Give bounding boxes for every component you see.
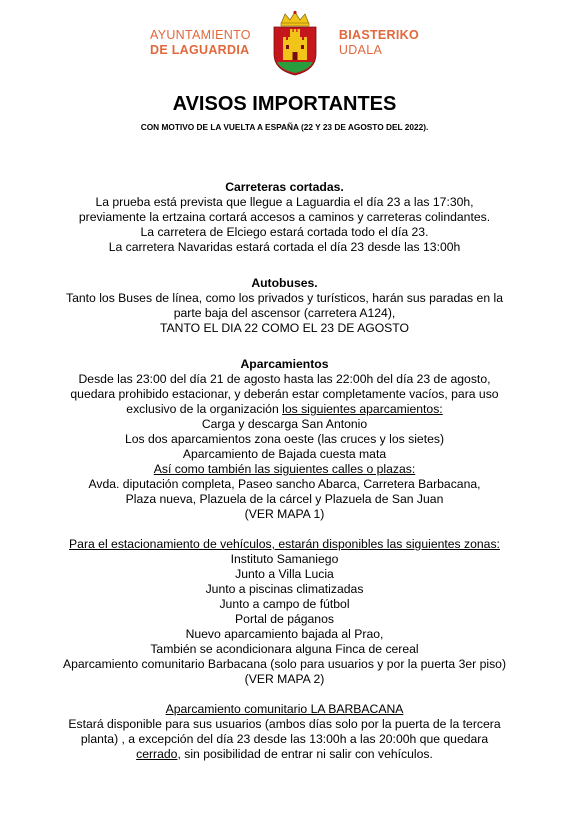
carreteras-line: La carretera Navaridas estará cortada el día 23 desde las 13:00h [108,240,461,254]
calles-heading: Así como también las siguientes calles o plazas: [153,462,416,476]
zona-item: Instituto Samaniego [230,552,339,566]
page-title: AVISOS IMPORTANTES [172,93,397,115]
zona-item: También se acondicionara alguna Finca de cereal [150,642,419,656]
autobuses-heading: Autobuses. [251,276,318,290]
zona-item: Nuevo aparcamiento bajada al Prao, [185,627,384,641]
calles-line: Plaza nueva, Plazuela de la cárcel y Plazuela de San Juan [125,492,444,506]
right-org-line2: UDALA [338,43,383,57]
aparcamientos-line3-prefix: exclusivo de la organización [126,402,283,416]
calles-line: Avda. diputación completa, Paseo sancho Abarca, Carretera Barbacana, [88,477,481,491]
section-gap [20,687,549,702]
map-reference: (VER MAPA 1) [244,507,325,521]
map-reference: (VER MAPA 2) [244,672,325,686]
barbacana-heading: Aparcamiento comunitario LA BARBACANA [165,702,404,716]
aparcamientos-list-label: los siguientes aparcamientos: [282,402,443,416]
barbacana-line [20,747,549,762]
aparcamientos-line: quedara prohibido estacionar, y deberán estar completamente vacíos, para uso [70,387,499,401]
zona-item: Portal de páganos [235,612,334,626]
barbacana-line3-rest: , sin posibilidad de entrar ni salir con vehículos. [177,747,433,761]
autobuses-line: TANTO EL DIA 22 COMO EL 23 DE AGOSTO [159,321,410,335]
autobuses-line: parte baja del ascensor (carretera A124), [173,306,396,320]
carreteras-line: La prueba está prevista que llegue a Laguardia el día 23 a las 17:30h, [95,195,474,209]
barbacana-line: Estará disponible para sus usuarios (ambos días solo por la puerta de la tercera [68,717,501,731]
aparcamientos-line: Desde las 23:00 del día 21 de agosto hasta las 22:00h del día 23 de agosto, [78,372,491,386]
left-org-line1: AYUNTAMIENTO [150,28,251,42]
page-subtitle: CON MOTIVO DE LA VUELTA A ESPAÑA (22 Y 23 DE AGOSTO DEL 2022). [140,122,429,132]
restricted-parking-item: Aparcamiento de Bajada cuesta mata [182,447,387,461]
barbacana-line: planta) , a excepción del día 23 desde las 13:00h a las 20:00h que quedara [80,732,489,746]
carreteras-heading: Carreteras cortadas. [225,180,344,194]
header [148,10,419,76]
closed-label: cerrado [136,747,178,761]
aparcamientos-heading: Aparcamientos [240,357,329,371]
zona-item: Junto a piscinas climatizadas [205,582,364,596]
aparcamientos-line [20,402,549,417]
section-gap [20,336,549,357]
section-gap [20,522,549,537]
left-org-line2: DE LAGUARDIA [150,43,250,57]
left-org-name [150,28,251,58]
zona-item: Junto a campo de fútbol [219,597,350,611]
restricted-parking-item: Los dos aparcamientos zona oeste (las cruces y los sietes) [124,432,445,446]
restricted-parking-item: Carga y descarga San Antonio [201,417,368,431]
zona-item: Junto a Villa Lucia [235,567,334,581]
section-gap [20,255,549,276]
castle-coat-of-arms-icon [269,10,321,76]
carreteras-line: previamente la ertzaina cortará accesos a caminos y carreteras colindantes. [78,210,491,224]
right-org-line1: BIASTERIKO [338,28,419,42]
carreteras-line: La carretera de Elciego estará cortada todo el día 23. [140,225,429,239]
zonas-heading: Para el estacionamiento de vehículos, estarán disponibles las siguientes zonas: [69,537,500,551]
autobuses-line: Tanto los Buses de línea, como los privados y turísticos, harán sus paradas en la [66,291,503,305]
zona-item: Aparcamiento comunitario Barbacana (solo para usuarios y por la puerta 3er piso) [62,657,507,671]
right-org-name [339,28,419,58]
notice-body [20,180,549,762]
